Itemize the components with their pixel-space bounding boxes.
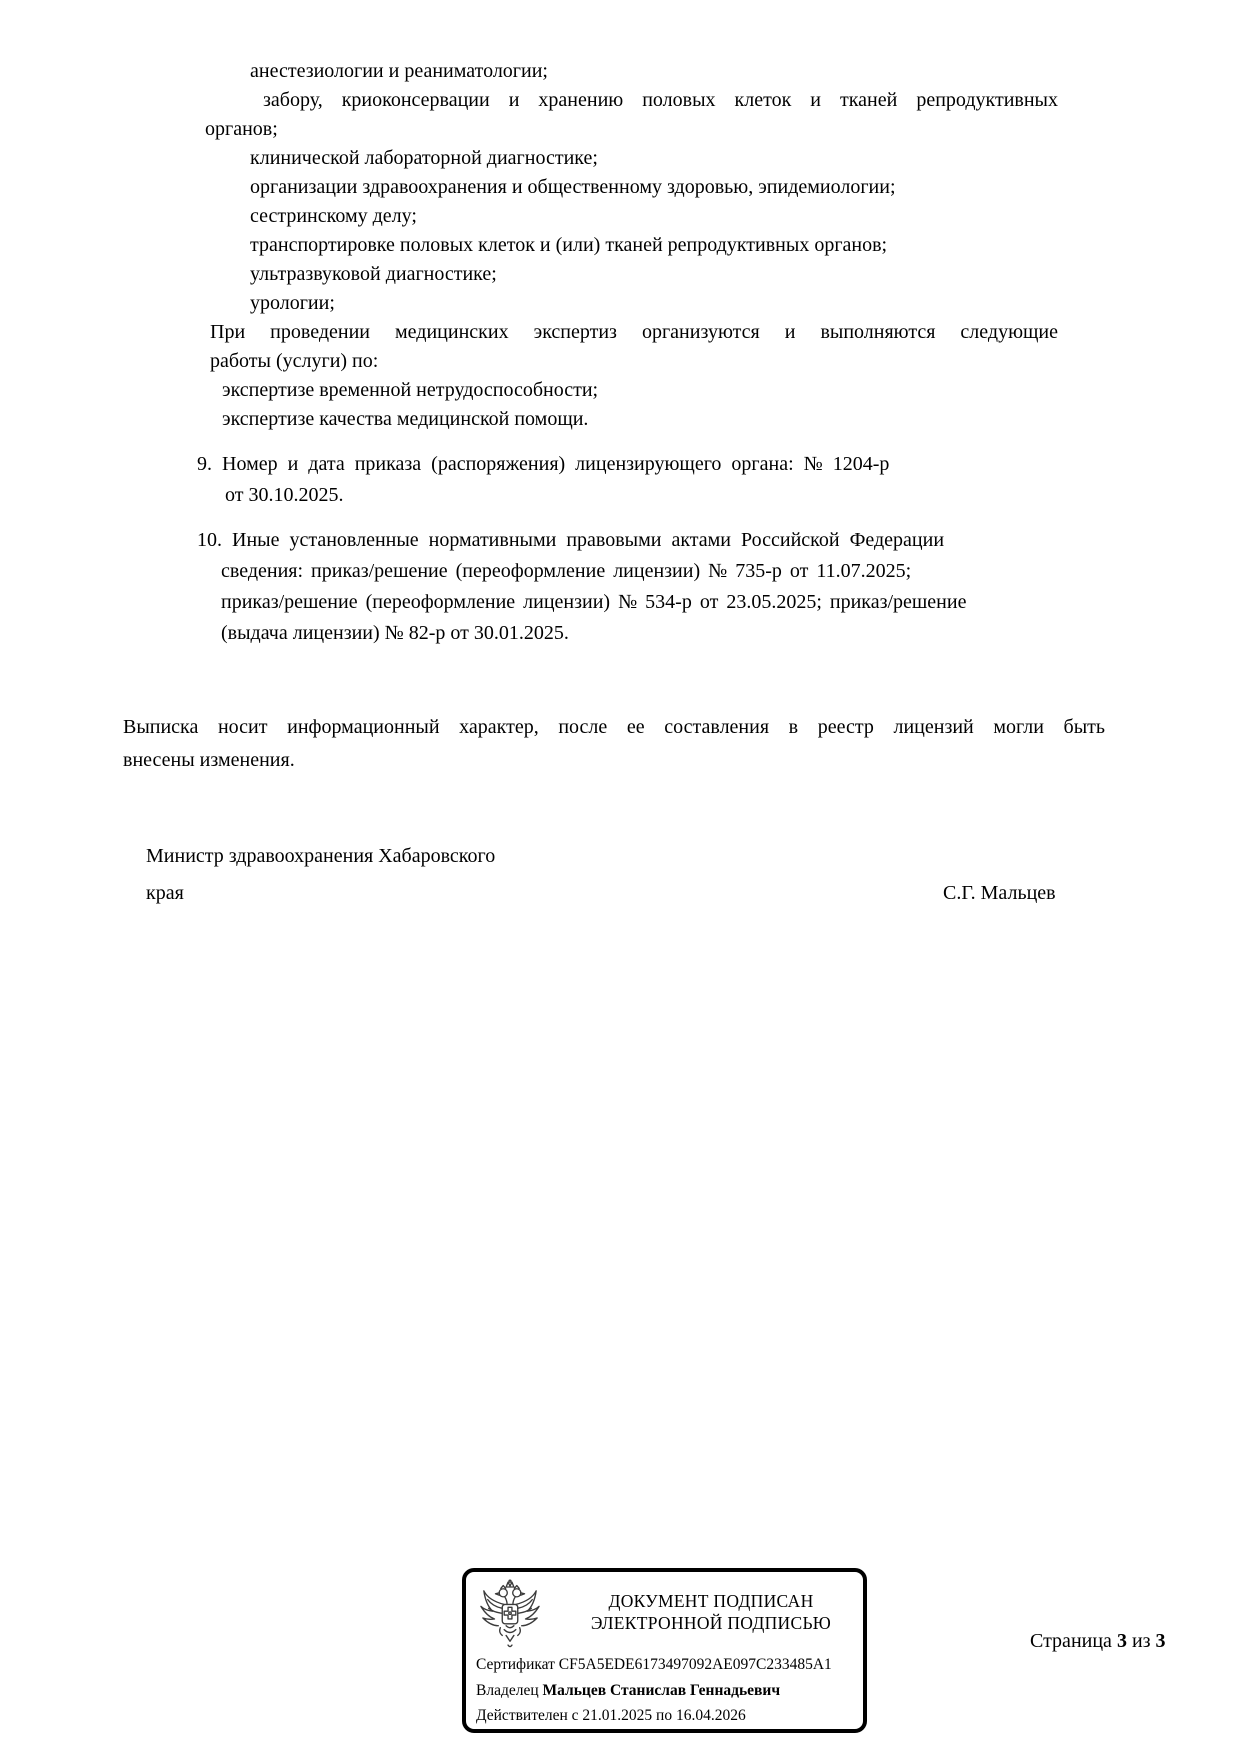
stamp-title-line1: ДОКУМЕНТ ПОДПИСАН [608, 1591, 814, 1611]
item10-line3: приказ/решение (переоформление лицензии) № 534-р от 23.05.2025; приказ/решение [221, 591, 967, 613]
signer-title-line2: края [146, 882, 184, 904]
body-line: организации здравоохранения и общественному здоровью, эпидемиологии; [250, 176, 896, 198]
item9-line2: от 30.10.2025. [225, 484, 344, 506]
item10-line1: 10. Иные установленные нормативными правовыми актами Российской Федерации [197, 529, 945, 551]
page-number-current: 3 [1116, 1630, 1127, 1652]
body-line: клинической лабораторной диагностике; [250, 147, 598, 169]
item10-line2: сведения: приказ/решение (переоформление лицензии) № 735-р от 11.07.2025; [221, 560, 912, 582]
item10-line4: (выдача лицензии) № 82-р от 30.01.2025. [221, 622, 569, 644]
body-line: забору, криоконсервации и хранению половых клеток и тканей репродуктивных [263, 89, 1058, 111]
electronic-signature-stamp [462, 1568, 867, 1733]
page-number-total: 3 [1155, 1630, 1166, 1652]
body-line: ультразвуковой диагностике; [250, 263, 497, 285]
body-line: органов; [205, 118, 278, 140]
roszdravnadzor-eagle-emblem-icon [479, 1579, 541, 1657]
owner-label: Владелец [476, 1682, 539, 1699]
page-number-label: Страница [1030, 1630, 1112, 1652]
body-line: транспортировке половых клеток и (или) тканей репродуктивных органов; [250, 234, 888, 256]
body-line: урологии; [250, 292, 335, 314]
signer-name: С.Г. Мальцев [943, 882, 1056, 904]
note-line2: внесены изменения. [123, 749, 295, 771]
body-line: работы (услуги) по: [210, 350, 379, 372]
certificate-value: CF5A5EDE6173497092AE097C233485A1 [558, 1656, 832, 1673]
stamp-title-line2: ЭЛЕКТРОННОЙ ПОДПИСЬЮ [590, 1613, 832, 1633]
page-number [1030, 1630, 1166, 1653]
note-line1: Выписка носит информационный характер, после ее составления в реестр лицензий могли быть [123, 716, 1105, 738]
body-line: экспертизе временной нетрудоспособности; [222, 379, 599, 401]
stamp-certificate [476, 1655, 832, 1674]
body-line: экспертизе качества медицинской помощи. [222, 408, 589, 430]
stamp-validity: Действителен с 21.01.2025 по 16.04.2026 [476, 1707, 746, 1724]
page-number-separator: из [1131, 1630, 1151, 1652]
item9-line1: 9. Номер и дата приказа (распоряжения) лицензирующего органа: № 1204-р [197, 453, 890, 475]
body-line: При проведении медицинских экспертиз организуются и выполняются следующие [210, 321, 1058, 343]
body-line: сестринскому делу; [250, 205, 417, 227]
body-line: анестезиологии и реаниматологии; [250, 60, 548, 82]
owner-value: Мальцев Станислав Геннадьевич [542, 1682, 781, 1699]
signer-title-line1: Министр здравоохранения Хабаровского [146, 845, 496, 867]
stamp-owner [476, 1681, 780, 1700]
certificate-label: Сертификат [476, 1656, 555, 1673]
stamp-title [576, 1590, 846, 1634]
